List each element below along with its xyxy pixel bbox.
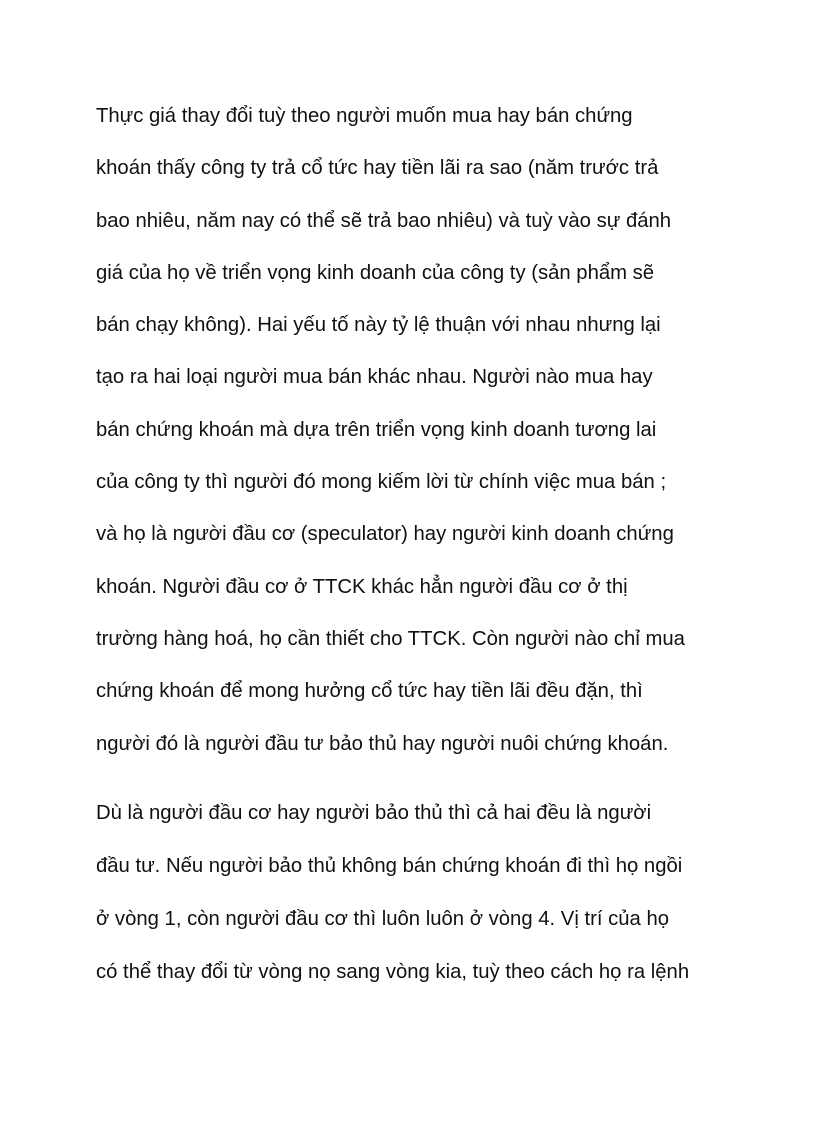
text-line: đầu tư. Nếu người bảo thủ không bán chứng khoán đi thì họ ngồi xyxy=(96,855,683,877)
text-line: bao nhiêu, năm nay có thể sẽ trả bao nhiêu) và tuỳ vào sự đánh xyxy=(96,209,672,232)
text-line: có thể thay đổi từ vòng nọ sang vòng kia, tuỳ theo cách họ ra lệnh xyxy=(96,961,690,983)
text-line: khoán. Người đầu cơ ở TTCK khác hẳn người đầu cơ ở thị xyxy=(96,575,628,598)
paragraph-2 xyxy=(96,794,736,1006)
text-line: bán chứng khoán mà dựa trên triển vọng kinh doanh tương lai xyxy=(96,418,657,441)
text-line: trường hàng hoá, họ cần thiết cho TTCK. Còn người nào chỉ mua xyxy=(96,627,685,650)
paragraph-1 xyxy=(96,97,736,777)
text-line: và họ là người đầu cơ (speculator) hay người kinh doanh chứng xyxy=(96,523,674,546)
text-line: của công ty thì người đó mong kiếm lời từ chính việc mua bán ; xyxy=(96,471,667,494)
text-line: chứng khoán để mong hưởng cổ tức hay tiền lãi đều đặn, thì xyxy=(96,680,643,703)
text-line: giá của họ về triển vọng kinh doanh của công ty (sản phẩm sẽ xyxy=(96,261,655,284)
text-line: người đó là người đầu tư bảo thủ hay người nuôi chứng khoán. xyxy=(96,732,669,755)
text-line: ở vòng 1, còn người đầu cơ thì luôn luôn ở vòng 4. Vị trí của họ xyxy=(96,908,670,930)
text-line: tạo ra hai loại người mua bán khác nhau. Người nào mua hay xyxy=(96,366,653,389)
text-line: Thực giá thay đổi tuỳ theo người muốn mua hay bán chứng xyxy=(96,105,633,127)
text-line: Dù là người đầu cơ hay người bảo thủ thì cả hai đều là người xyxy=(96,802,652,824)
text-line: khoán thấy công ty trả cổ tức hay tiền lãi ra sao (năm trước trả xyxy=(96,157,659,180)
text-line: bán chạy không). Hai yếu tố này tỷ lệ thuận với nhau nhưng lại xyxy=(96,314,661,337)
